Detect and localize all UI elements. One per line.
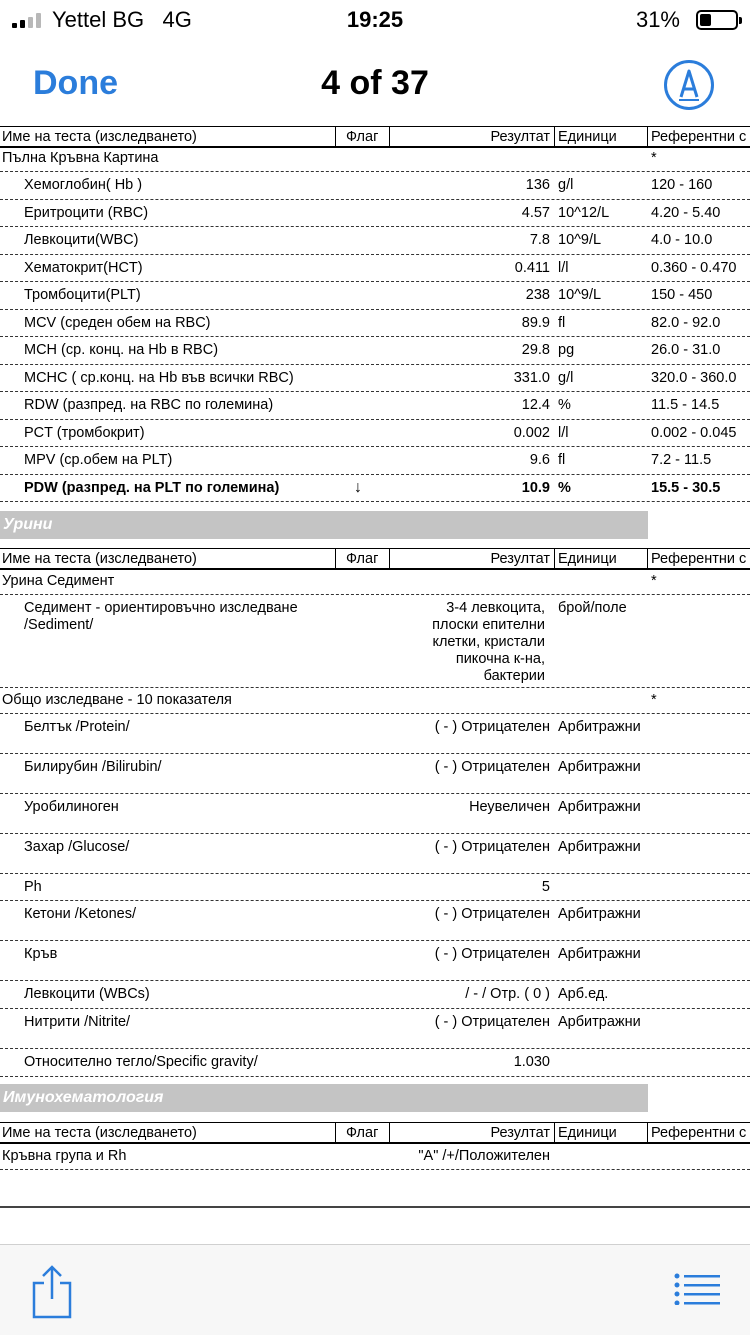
- clock: 19:25: [346, 7, 404, 32]
- test-result: Неувеличен: [469, 799, 550, 815]
- section-immunohematology: Имунохематология: [0, 1084, 648, 1112]
- done-button[interactable]: Done: [33, 64, 118, 102]
- table-row: [0, 200, 750, 228]
- test-name: Белтък /Protein/: [24, 719, 130, 735]
- nav-bar: [0, 40, 750, 120]
- test-unit: l/l: [558, 424, 569, 441]
- test-result: 9.6: [529, 452, 550, 468]
- table-row: [0, 874, 750, 901]
- test-name: Относително тегло/Specific gravity/: [24, 1054, 258, 1070]
- test-ref-range: 82.0 - 92.0: [651, 314, 721, 331]
- test-result: 0.411: [514, 259, 550, 276]
- test-name: RDW (разпред. на RBC по големина): [24, 397, 274, 413]
- table-row: [0, 901, 750, 941]
- test-unit: 10^9/L: [558, 287, 602, 303]
- test-name: MPV (ср.обем на PLT): [24, 452, 173, 468]
- test-result: / - / Отр. ( 0 ): [465, 986, 550, 1002]
- test-name: MCV (среден обем на RBC): [24, 314, 211, 331]
- table-header: Име на теста (изследването) Флаг Резултат Единици Референтни с: [0, 1122, 750, 1144]
- test-result: 7.8: [529, 232, 550, 248]
- test-ref-range: 150 - 450: [651, 287, 713, 303]
- test-result: ( - ) Отрицателен: [434, 759, 550, 775]
- test-name: Хематокрит(HCT): [24, 259, 143, 276]
- test-name: Ph: [24, 879, 42, 895]
- test-name: MCH (ср. конц. на Hb в RBC): [24, 342, 219, 358]
- table-row: Кръвна група и Rh "A" /+/Положителен: [0, 1143, 750, 1170]
- test-result: 0.002: [513, 424, 550, 441]
- flag-low-icon: ↓: [354, 478, 362, 496]
- test-unit: fl: [558, 452, 566, 468]
- table-row: Седимент - ориентировъчно изследване /Sediment/ 3-4 левкоцита, плоски епителни клетки, кристали пикочна к-на, бактерии брой/поле: [0, 595, 750, 688]
- test-unit: 10^9/L: [558, 232, 602, 248]
- table-row: [0, 794, 750, 834]
- test-result: 4.57: [521, 204, 550, 221]
- test-result: 10.9: [521, 479, 550, 496]
- test-result: 238: [525, 287, 550, 303]
- table-row: [0, 282, 750, 310]
- test-ref-range: 0.002 - 0.045: [651, 424, 737, 441]
- test-name: PCT (тромбокрит): [24, 424, 145, 441]
- test-name: Еритроцити (RBC): [24, 204, 149, 221]
- group-urine-general: Общо изследване - 10 показателя *: [0, 688, 750, 714]
- test-unit: g/l: [558, 177, 574, 193]
- test-name: MCHC ( ср.конц. на Hb във всички RBC): [24, 369, 294, 386]
- table-row: [0, 834, 750, 874]
- test-unit: 10^12/L: [558, 204, 610, 221]
- table-row: [0, 310, 750, 338]
- test-ref-range: 4.20 - 5.40: [651, 204, 721, 221]
- test-result: ( - ) Отрицателен: [434, 946, 550, 962]
- test-name: PDW (разпред. на PLT по големина): [24, 479, 280, 496]
- test-result: 12.4: [521, 397, 550, 413]
- test-unit: fl: [558, 314, 566, 331]
- test-result: ( - ) Отрицателен: [434, 839, 550, 855]
- test-ref-range: 26.0 - 31.0: [651, 342, 721, 358]
- battery-percent: 31%: [635, 7, 680, 32]
- test-unit: l/l: [558, 259, 569, 276]
- test-name: Хемоглобин( Hb ): [24, 177, 143, 193]
- test-ref-range: 320.0 - 360.0: [651, 369, 737, 386]
- test-unit: pg: [558, 342, 575, 358]
- outline-list-icon[interactable]: [674, 1273, 720, 1310]
- table-row: [0, 447, 750, 475]
- test-result: 331.0: [513, 369, 550, 386]
- test-ref-range: 120 - 160: [651, 177, 713, 193]
- test-name: Билирубин /Bilirubin/: [24, 759, 162, 775]
- test-unit: Арбитражни: [558, 759, 641, 775]
- table-row: [0, 420, 750, 448]
- test-unit: Арбитражни: [558, 946, 641, 962]
- test-result: ( - ) Отрицателен: [434, 1014, 550, 1030]
- markup-pen-icon[interactable]: [664, 60, 714, 110]
- table-row: [0, 475, 750, 503]
- table-row: [0, 714, 750, 754]
- table-row: [0, 981, 750, 1009]
- test-unit: Арбитражни: [558, 799, 641, 815]
- table-header: Име на теста (изследването) Флаг Резултат Единици Референтни с: [0, 126, 750, 148]
- group-cbc: Пълна Кръвна Картина *: [0, 146, 750, 172]
- test-result: 29.8: [521, 342, 550, 358]
- table-row: [0, 172, 750, 200]
- test-unit: %: [558, 479, 571, 496]
- table-row: [0, 255, 750, 283]
- group-urine-sediment: Урина Седимент *: [0, 569, 750, 595]
- table-row: [0, 1009, 750, 1049]
- test-unit: Арбитражни: [558, 906, 641, 922]
- test-name: Нитрити /Nitrite/: [24, 1014, 131, 1030]
- test-unit: g/l: [558, 369, 574, 386]
- test-ref-range: 15.5 - 30.5: [651, 479, 721, 496]
- table-row: [0, 392, 750, 420]
- test-unit: Арбитражни: [558, 839, 641, 855]
- test-ref-range: 4.0 - 10.0: [651, 232, 713, 248]
- test-unit: Арбитражни: [558, 719, 641, 735]
- battery-icon: [696, 10, 738, 30]
- test-unit: %: [558, 397, 571, 413]
- test-name: Захар /Glucose/: [24, 839, 130, 855]
- share-icon[interactable]: [30, 1265, 74, 1324]
- test-name: Левкоцити (WBCs): [24, 986, 150, 1002]
- test-ref-range: 11.5 - 14.5: [651, 397, 720, 413]
- test-ref-range: 0.360 - 0.470: [651, 259, 737, 276]
- test-result: 136: [525, 177, 550, 193]
- table-row: [0, 227, 750, 255]
- table-row: [0, 1049, 750, 1077]
- table-row: [0, 941, 750, 981]
- test-result: ( - ) Отрицателен: [434, 719, 550, 735]
- test-result: 5: [541, 879, 550, 895]
- test-result: 89.9: [521, 314, 550, 331]
- section-urine: Урини: [0, 511, 648, 539]
- page-divider: [0, 1206, 750, 1208]
- table-row: [0, 754, 750, 794]
- bottom-toolbar: [0, 1244, 750, 1335]
- page-counter: 4 of 37: [321, 64, 429, 102]
- test-unit: Арб.ед.: [558, 986, 609, 1002]
- test-name: Левкоцити(WBC): [24, 232, 139, 248]
- test-unit: Арбитражни: [558, 1014, 641, 1030]
- table-header: Име на теста (изследването) Флаг Резултат Единици Референтни с: [0, 548, 750, 570]
- test-ref-range: 7.2 - 11.5: [651, 452, 712, 468]
- test-result: ( - ) Отрицателен: [434, 906, 550, 922]
- test-name: Уробилиноген: [24, 799, 119, 815]
- table-row: [0, 337, 750, 365]
- test-result: 1.030: [513, 1054, 550, 1070]
- status-bar: [0, 0, 750, 40]
- test-name: Тромбоцити(PLT): [24, 287, 141, 303]
- carrier-label: Yettel BG 4G: [52, 7, 192, 32]
- test-name: Кръв: [24, 946, 58, 962]
- table-row: [0, 365, 750, 393]
- test-name: Кетони /Ketones/: [24, 906, 136, 922]
- document-page[interactable]: [0, 122, 750, 1212]
